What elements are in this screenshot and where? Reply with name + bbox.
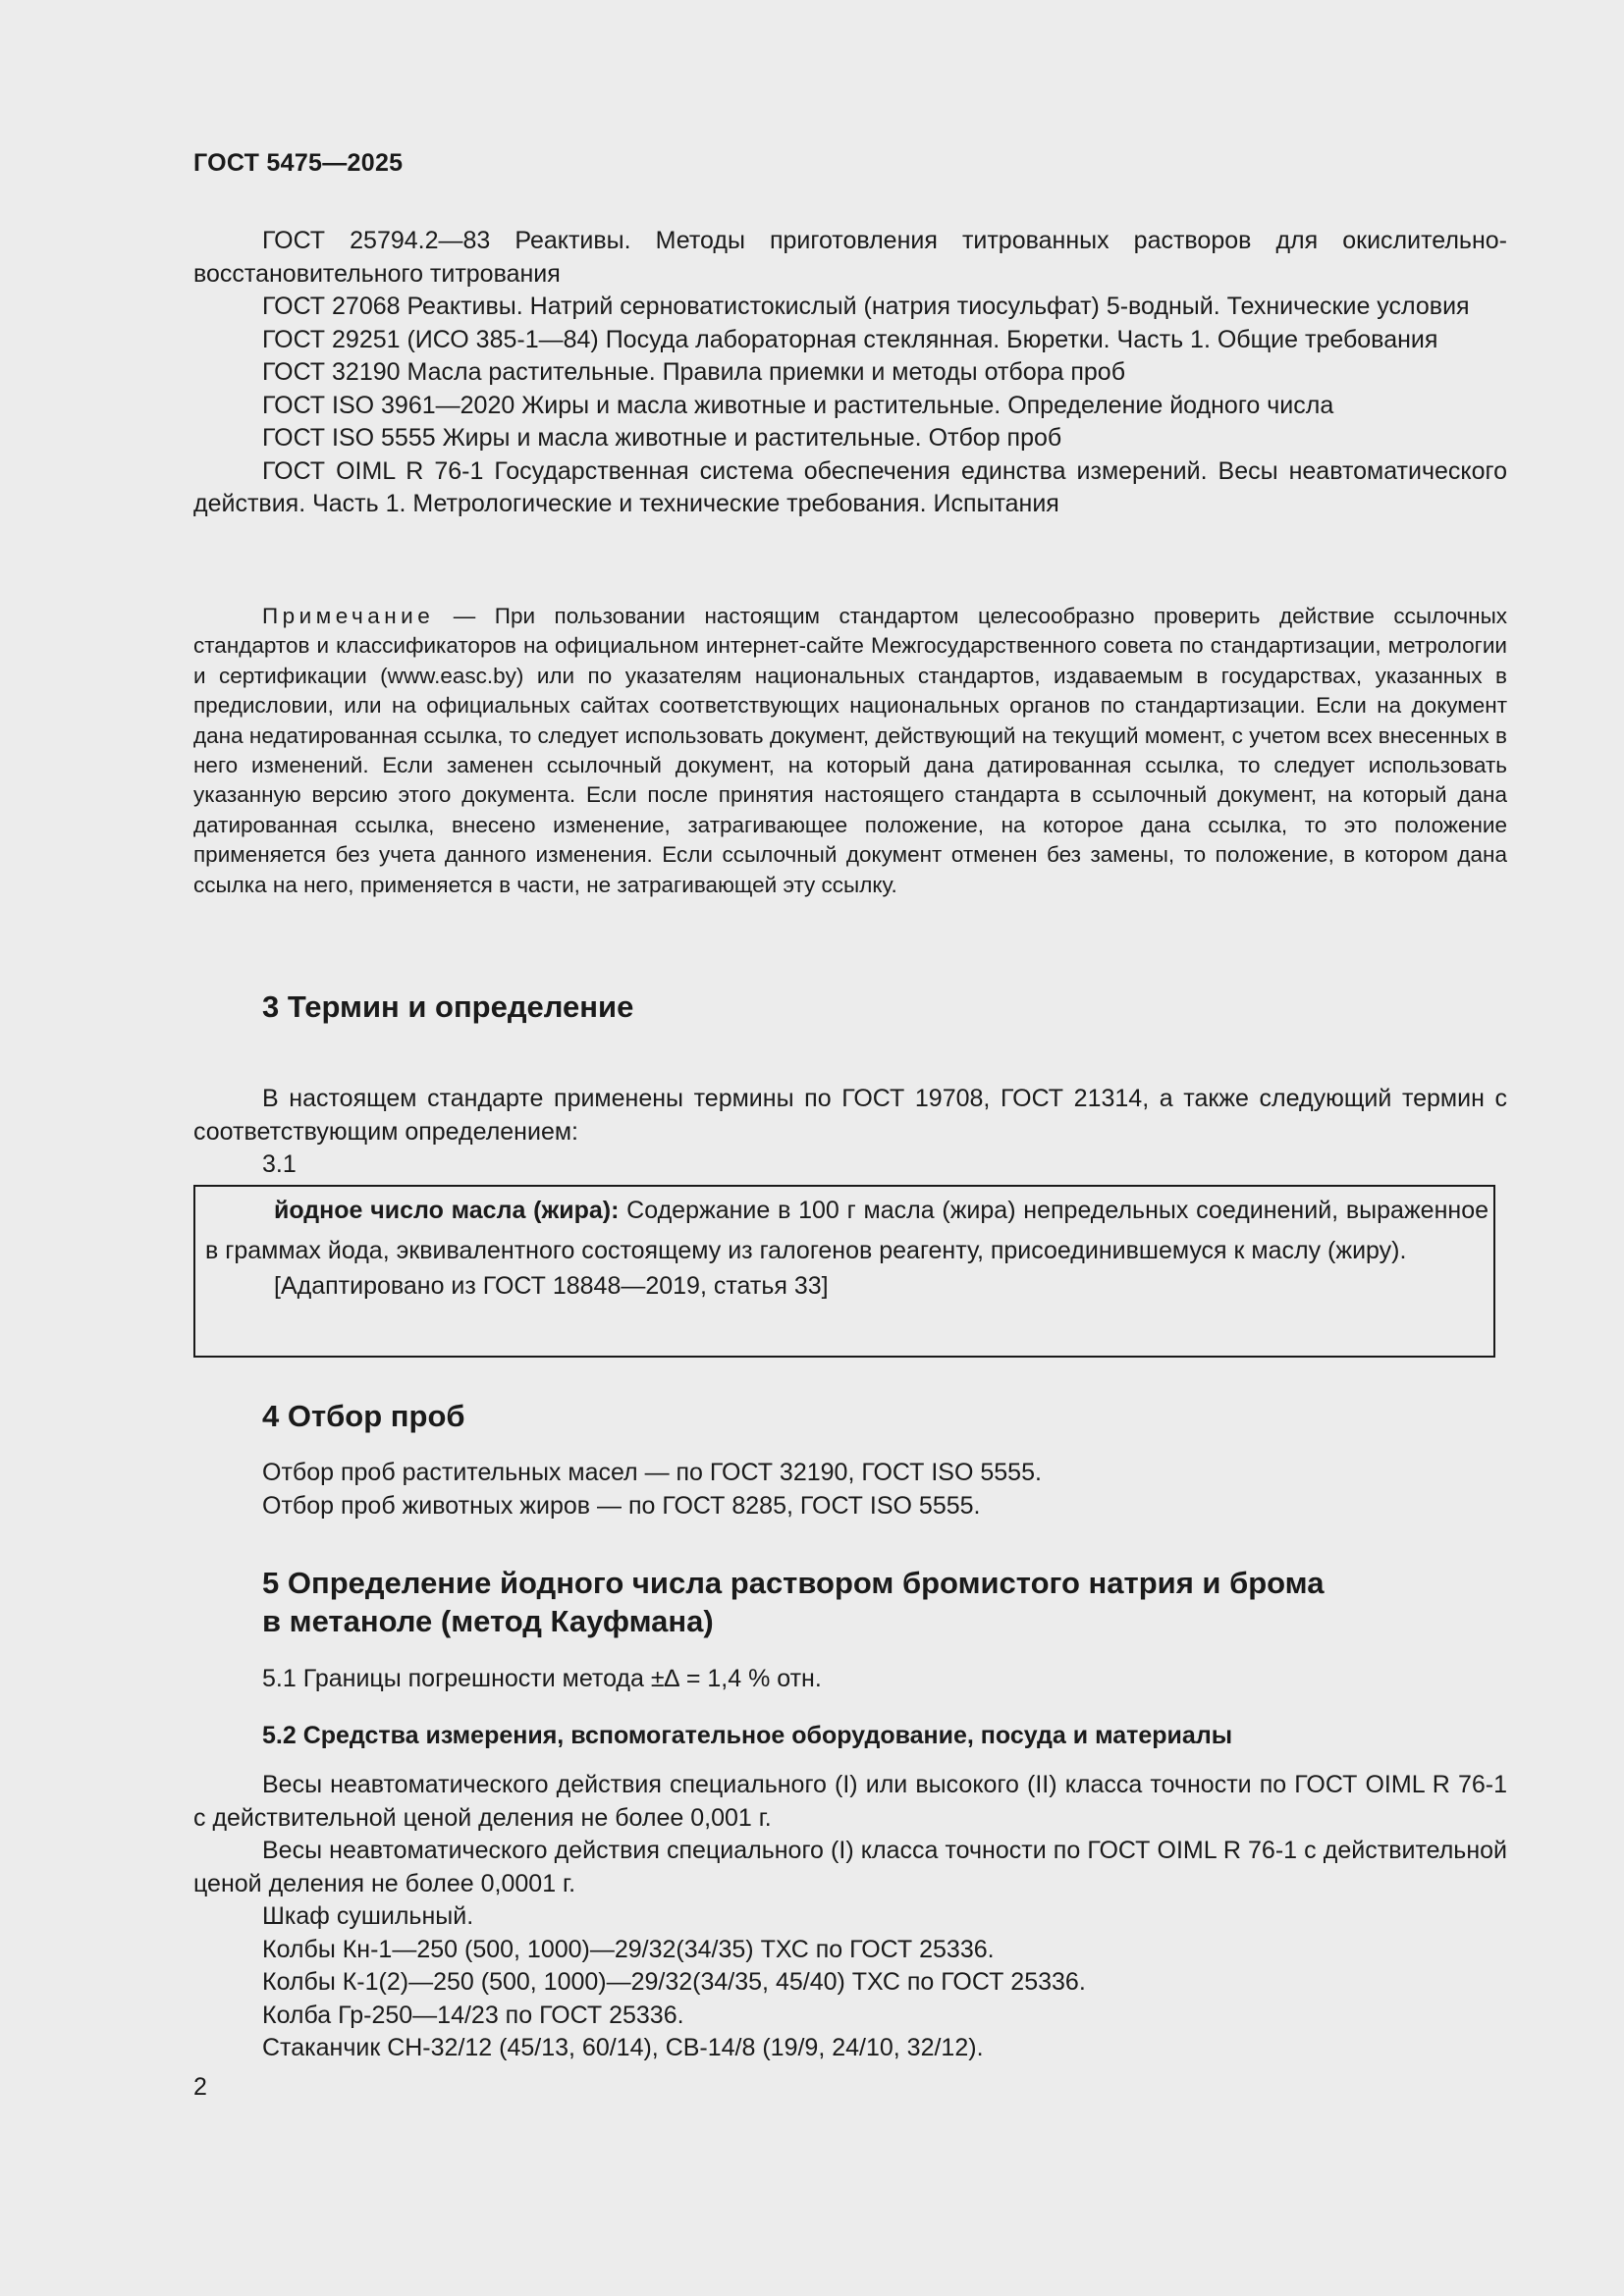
reference-item: ГОСТ 32190 Масла растительные. Правила приемки и методы отбора проб xyxy=(262,358,1126,386)
normative-references-list xyxy=(193,225,1507,521)
section-4-body xyxy=(193,1457,1507,1522)
note-label: Примечание xyxy=(262,604,435,628)
section-3-intro xyxy=(193,1083,1507,1182)
references-note xyxy=(193,602,1507,900)
equipment-item: Весы неавтоматического действия специального (I) или высокого (II) класса точности по ГОСТ OIML R 76-1 с действительной ценой деления не более 0,001 г. xyxy=(193,1771,1507,1832)
term-definition-box xyxy=(193,1185,1495,1358)
reference-item: ГОСТ 27068 Реактивы. Натрий серноватистокислый (натрия тиосульфат) 5-водный. Технические условия xyxy=(262,293,1470,320)
section-5-title-line-2: в метаноле (метод Кауфмана) xyxy=(262,1604,714,1638)
equipment-item: Стаканчик СН-32/12 (45/13, 60/14), СВ-14/8 (19/9, 24/10, 32/12). xyxy=(262,2034,984,2061)
sampling-line: Отбор проб животных жиров — по ГОСТ 8285, ГОСТ ISO 5555. xyxy=(262,1491,981,1520)
reference-item: ГОСТ ISO 5555 Жиры и масла животные и растительные. Отбор проб xyxy=(262,424,1062,452)
reference-item: ГОСТ OIML R 76-1 Государственная система обеспечения единства измерений. Весы неавтоматического действия. Часть 1. Метрологические и технические требования. Испытания xyxy=(193,456,1507,517)
section-5-1 xyxy=(193,1663,1507,1696)
reference-item: ГОСТ 29251 (ИСО 385-1—84) Посуда лабораторная стеклянная. Бюретки. Часть 1. Общие требования xyxy=(262,325,1438,353)
term-source: [Адаптировано из ГОСТ 18848—2019, статья 33] xyxy=(274,1272,829,1300)
section-5-2-title: 5.2 Средства измерения, вспомогательное оборудование, посуда и материалы xyxy=(262,1722,1233,1749)
note-text: — При пользовании настоящим стандартом целесообразно проверить действие ссылочных стандартов и классификаторов на официальном интернет-сайте Межгосударственного совета по стандартизации, метрологии и сертификации (www.easc.by) или по указателям национальных стандартов, издаваемым в государствах, указанных в предисловии, или на официальных сайтах соответствующих национальных органов по стандартизации. Если на документ дана недатированная ссылка, то следует использовать документ, действующий на текущий момент, с учетом всех внесенных в него изменений. Если заменен ссылочный документ, на который дана датированная ссылка, то следует использовать указанную версию этого документа. Если после принятия настоящего стандарта в ссылочный документ, на который дана датированная ссылка, внесено изменение, затрагивающее положение, на которое дана ссылка, то это положение применяется без учета данного изменения. Если ссылочный документ отменен без замены, то положение, в котором дана ссылка на него, применяется в части, не затрагивающей эту ссылку. xyxy=(193,604,1507,897)
term-name: йодное число масла (жира): xyxy=(274,1197,620,1224)
method-error-bounds: 5.1 Границы погрешности метода ±∆ = 1,4 % отн. xyxy=(262,1665,822,1692)
section-4-title: 4 Отбор проб xyxy=(262,1399,465,1433)
document-code-header: ГОСТ 5475—2025 xyxy=(193,149,404,177)
reference-item: ГОСТ 25794.2—83 Реактивы. Методы приготовления титрованных растворов для окислительно-восстановительного титрования xyxy=(193,227,1507,288)
equipment-item: Колбы К-1(2)—250 (500, 1000)—29/32(34/35, 45/40) ТХС по ГОСТ 25336. xyxy=(262,1968,1086,1996)
reference-item: ГОСТ ISO 3961—2020 Жиры и масла животные и растительные. Определение йодного числа xyxy=(262,391,1334,419)
page-number: 2 xyxy=(193,2073,207,2101)
term-item-number: 3.1 xyxy=(262,1150,297,1178)
equipment-item: Колбы Кн-1—250 (500, 1000)—29/32(34/35) ТХС по ГОСТ 25336. xyxy=(262,1935,995,1963)
equipment-item: Шкаф сушильный. xyxy=(262,1902,474,1930)
term-definition-text: Содержание в 100 г масла (жира) непредельных соединений, выраженное в граммах йода, эквивалентного состоящему из галогенов реагенту, присоединившемуся к маслу (жиру). xyxy=(205,1197,1489,1264)
equipment-item: Весы неавтоматического действия специального (I) класса точности по ГОСТ OIML R 76-1 с действительной ценой деления не более 0,0001 г. xyxy=(193,1837,1507,1897)
equipment-item: Колба Гр-250—14/23 по ГОСТ 25336. xyxy=(262,2001,684,2029)
note-paragraph xyxy=(193,602,1507,900)
term-definition xyxy=(205,1191,1489,1270)
sampling-line: Отбор проб растительных масел — по ГОСТ 32190, ГОСТ ISO 5555. xyxy=(262,1459,1042,1486)
equipment-list xyxy=(193,1769,1507,2065)
section-5-title-line-1: 5 Определение йодного числа раствором бромистого натрия и брома xyxy=(262,1566,1325,1600)
section-3-title: 3 Термин и определение xyxy=(262,989,634,1024)
section-3-intro-text: В настоящем стандарте применены термины по ГОСТ 19708, ГОСТ 21314, а также следующий термин с соответствующим определением: xyxy=(193,1085,1507,1146)
